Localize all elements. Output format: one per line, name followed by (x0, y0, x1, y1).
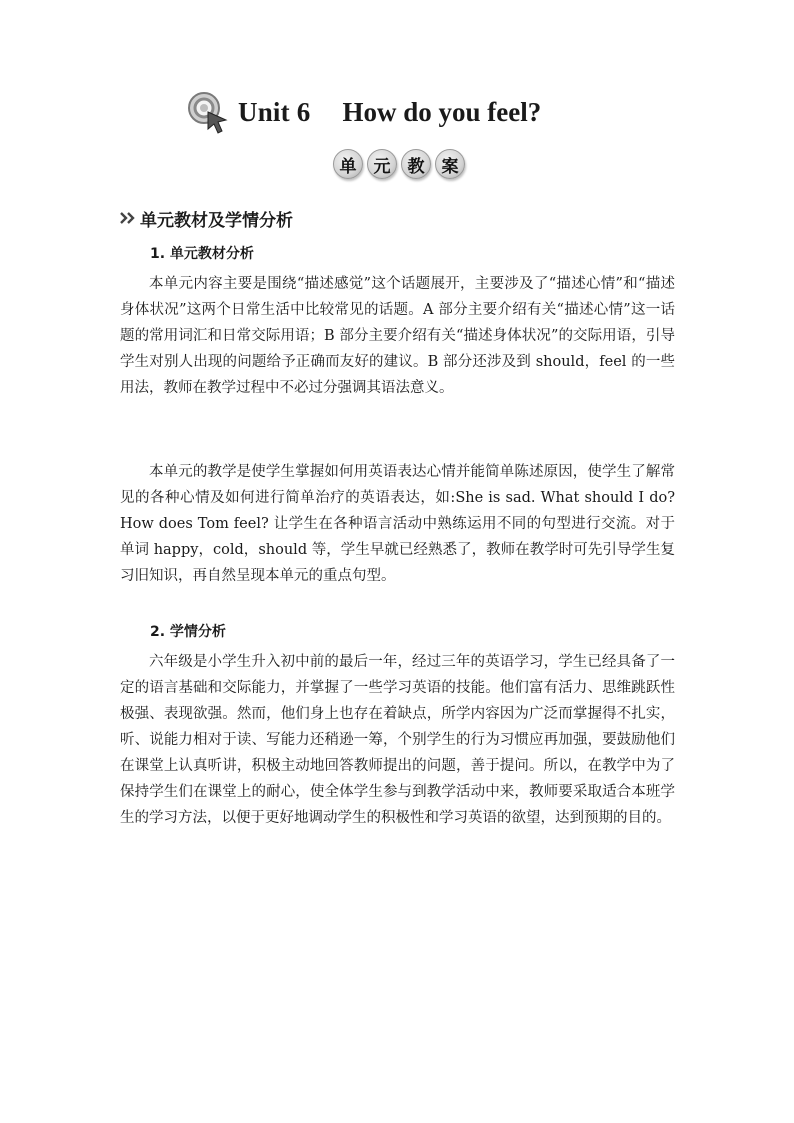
magnifier-cursor-icon (186, 90, 230, 134)
section-title: 单元教材及学情分析 (140, 210, 293, 231)
unit-title-row (186, 88, 541, 136)
badge-char: 案 (435, 149, 465, 179)
subsection-heading-materials: 1. 单元教材分析 (150, 246, 254, 262)
badge-char: 教 (401, 149, 431, 179)
badge-char: 元 (367, 149, 397, 179)
badge-char: 单 (333, 149, 363, 179)
paragraph: 本单元的教学是使学生掌握如何用英语表达心情并能简单陈述原因，使学生了解常见的各种心情及如何进行简单治疗的英语表达，如:She is sad. What should I do? How does Tom feel? 让学生在各种语言活动中熟练运用不同的句型进行交流。对于单词 happy，cold，should 等，学生早就已经熟悉了，教师在教学时可先引导学生复习旧知识，再自然呈现本单元的重点句型。 (120, 464, 675, 584)
paragraph: 本单元内容主要是围绕“描述感觉”这个话题展开，主要涉及了“描述心情”和“描述身体状况”这两个日常生活中比较常见的话题。A 部分主要介绍有关“描述心情”这一话题的常用词汇和日常交际用语；B 部分主要介绍有关“描述身体状况”的交际用语，引导学生对别人出现的问题给予正确而友好的建议。B 部分还涉及到 should，feel 的一些用法，教师在教学过程中不必过分强调其语法意义。 (120, 276, 675, 396)
unit-number: Unit 6 (238, 96, 311, 127)
paragraph: 六年级是小学生升入初中前的最后一年，经过三年的英语学习，学生已经具备了一定的语言基础和交际能力，并掌握了一些学习英语的技能。他们富有活力、思维跳跃性极强、表现欲强。然而，他们身上也存在着缺点，所学内容因为广泛而掌握得不扎实，听、说能力相对于读、写能力还稍逊一筹，个别学生的行为习惯应再加强，要鼓励他们在课堂上认真听讲，积极主动地回答教师提出的问题，善于提问。所以，在教学中为了保持学生们在课堂上的耐心，使全体学生参与到教学活动中来，教师要采取适合本班学生的学习方法，以便于更好地调动学生的积极性和学习英语的欲望，达到预期的目的。 (120, 654, 675, 826)
double-chevron-icon (120, 211, 138, 225)
subsection-heading-learners: 2. 学情分析 (150, 624, 226, 640)
unit-title: How do you feel? (342, 96, 542, 127)
unit-lesson-plan-badge (333, 149, 469, 179)
section-heading (120, 206, 293, 230)
